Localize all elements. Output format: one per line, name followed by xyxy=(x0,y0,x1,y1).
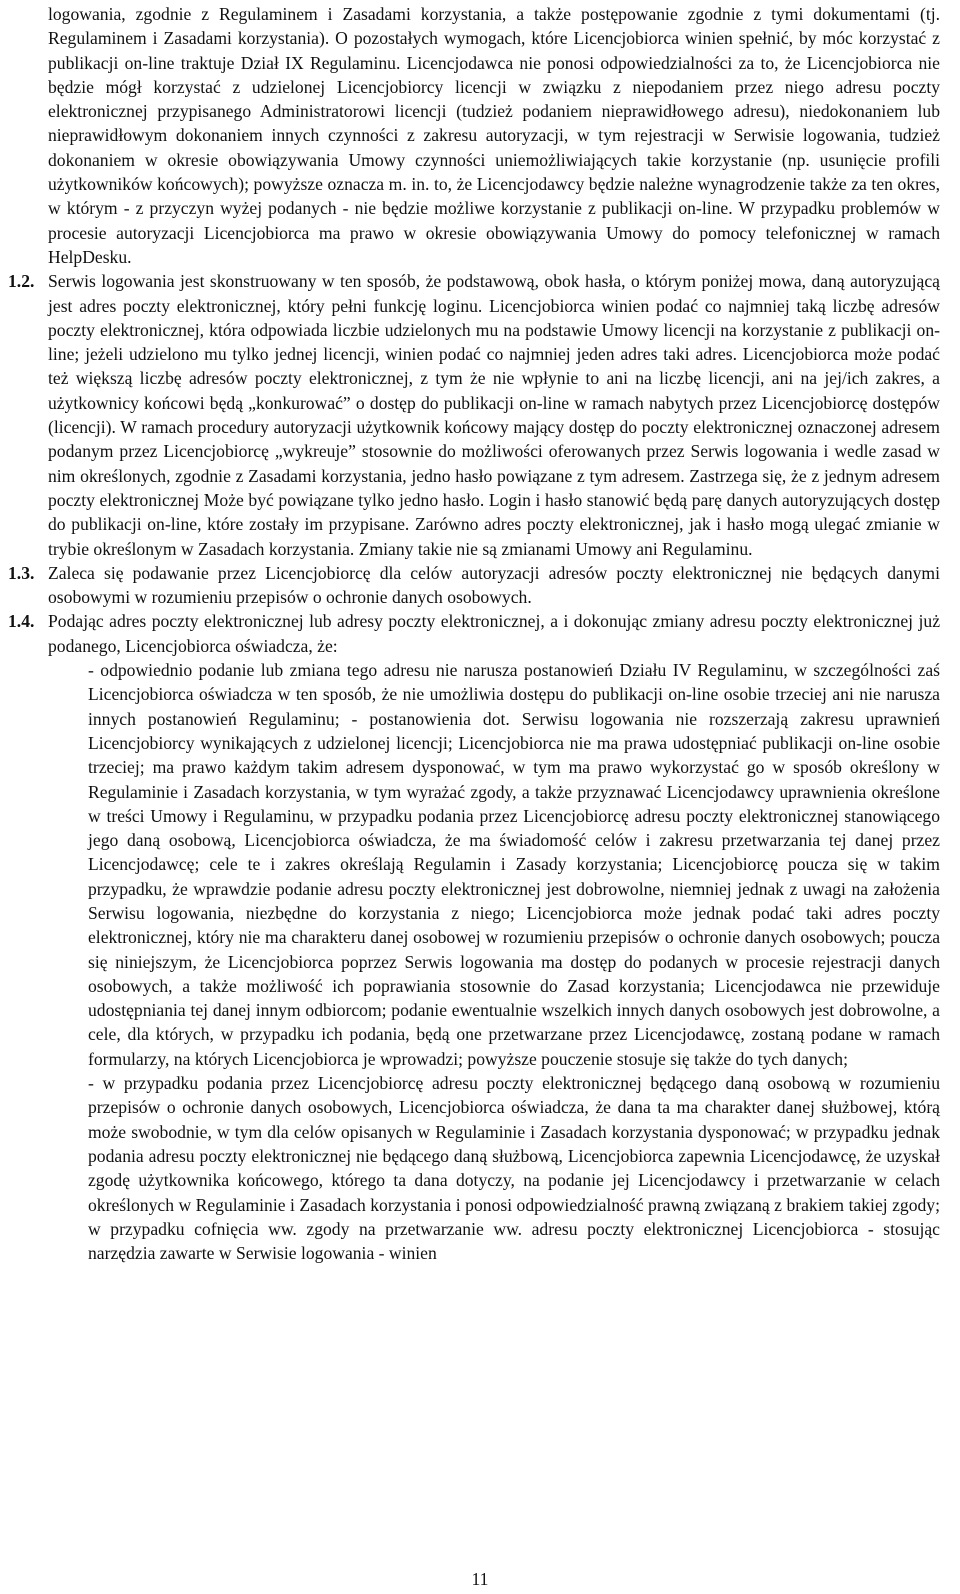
subitem-1: - odpowiednio podanie lub zmiana tego adresu nie narusza postanowień Działu IV Regulaminu, w szczególności zaś Licencjobiorca oświadcza w ten sposób, że nie umożliwia dostępu do publikacji on-line osobie trzeciej ani nie narusza innych postanowień Regulaminu; - postanowienia dot. Serwisu logowania nie rozszerzają zakresu uprawnień Licencjobiorcy wynikających z udzielonej licencji; Licencjobiorca nie ma prawa udostępniać publikacji on-line osobie trzeciej; ma prawo każdym takim adresem dysponować, w tym ma prawo wykorzystać go w sposób określony w Regulaminie i Zasadach korzystania, w tym wyrażać zgody, a także przyznawać Licencjodawcy uprawnienia określone w treści Umowy i Regulaminu, w przypadku podania przez Licencjobiorcę adresu poczty elektronicznej stanowiącego jego daną osobową, Licencjobiorca oświadcza, że ma świadomość celów i zakresu przetwarzania tej danej przez Licencjodawcę; cele te i zakres określają Regulamin i Zasady korzystania; Licencjobiorcę poucza się w takim przypadku, że wprawdzie podanie adresu poczty elektronicznej jest dobrowolne, niemniej jednak z uwagi na założenia Serwisu logowania, niezbędne do korzystania z niego; Licencjobiorca może jednak podać taki adres poczty elektronicznej, który nie ma charakteru danej osobowej w rozumieniu przepisów o ochronie danych osobowych; poucza się niniejszym, że Licencjobiorca poprzez Serwis logowania ma dostęp do podanych w procesie rejestracji danych osobowych, a także możliwość ich poprawiania stosownie do Zasad korzystania; Licencjodawca nie przewiduje udostępniania tej danej innym odbiorcom; podanie ewentualnie wszelkich innych danych osobowych jest dobrowolne, a cele, dla których, w przypadku ich podania, będą one przetwarzane przez Licencjodawcę, zostaną podane w ramach formularzy, na których Licencjobiorca je wprowadzi; powyższe pouczenie stosuje się także do tych danych; xyxy=(88,660,940,1069)
section-1-4 xyxy=(8,609,940,658)
section-1-2 xyxy=(8,269,940,561)
intro-paragraph: logowania, zgodnie z Regulaminem i Zasadami korzystania, a także postępowanie zgodnie z tymi dokumentami (tj. Regulaminem i Zasadami korzystania). O pozostałych wymogach, które Licencjobiorca winien spełnić, by móc korzystać z publikacji on-line traktuje Dział IX Regulaminu. Licencjodawca nie ponosi odpowiedzialności za to, że Licencjobiorca nie będzie mógł korzystać z udzielonej Licencjobiorcy licencji w związku z niepodaniem przez niego adresu poczty elektronicznej przypisanego Administratorowi licencji (tudzież podaniem nieprawidłowego adresu), niedokonaniem lub nieprawidłowym dokonaniem innych czynności z zakresu autoryzacji, w tym rejestracji w Serwisie logowania, tudzież dokonaniem w okresie obowiązywania Umowy czynności uniemożliwiających takie korzystanie (np. usunięcie profili użytkowników końcowych); powyższe oznacza m. in. to, że Licencjodawcy będzie należne wynagrodzenie także za ten okres, w którym - z przyczyn wyżej podanych - nie będzie możliwe korzystanie z publikacji on-line. W przypadku problemów w procesie autoryzacji Licencjobiorca ma prawo w okresie obowiązywania Umowy do pomocy telefonicznej w ramach HelpDesku. xyxy=(48,4,940,267)
subitem-2: - w przypadku podania przez Licencjobiorcę adresu poczty elektronicznej będącego daną osobową w rozumieniu przepisów o ochronie danych osobowych, Licencjobiorca oświadcza, że dana ta ma charakter danej służbowej, którą może swobodnie, w tym dla celów opisanych w Regulaminie i Zasadach korzystania dysponować; w przypadku jednak podania adresu poczty elektronicznej nie będącego daną służbową, Licencjobiorca zapewnia Licencjodawcę, że uzyskał zgodę użytkownika końcowego, którego ta dana dotyczy, na podanie jej Licencjodawcy i przetwarzanie w celach określonych w Regulaminie i Zasadach korzystania i ponosi odpowiedzialność prawną związaną z brakiem takiej zgody; w przypadku cofnięcia ww. zgody na przetwarzanie ww. adresu poczty elektronicznej Licencjobiorca - stosując narzędzia zawarte w Serwisie logowania - winien xyxy=(88,1073,940,1264)
section-1-3 xyxy=(8,561,940,610)
section-text: Zaleca się podawanie przez Licencjobiorcę dla celów autoryzacji adresów poczty elektronicznej nie będących danymi osobowymi w rozumieniu przepisów o ochronie danych osobowych. xyxy=(48,562,940,608)
section-number: 1.2. xyxy=(8,271,35,292)
section-text: Serwis logowania jest skonstruowany w ten sposób, że podstawową, obok hasła, o którym poniżej mowa, daną autoryzującą jest adres poczty elektronicznej, który pełni funkcję loginu. Licencjobiorca winien podać co najmniej taką liczbę adresów poczty elektronicznej, która odpowiada liczbie udzielonych mu na podstawie Umowy licencji na korzystanie z publikacji on-line; jeżeli udzielono mu tylko jednej licencji, winien podać co najmniej jeden adres taki adres. Licencjobiorca może podać też większą liczbę adresów poczty elektronicznej, z tym że nie wpłynie to ani na liczbę licencji, ani na jej/ich zakres, a użytkownicy końcowi będą „konkurować” o dostęp do publikacji on-line w ramach nabytych przez Licencjobiorcę dostępów (licencji). W ramach procedury autoryzacji użytkownik końcowy mający dostęp do poczty elektronicznej oznaczonej adresem podanym przez Licencjobiorcę „wykreuje” stosownie do możliwości oferowanych przez Serwis logowania i wedle zasad w nim określonych, zgodnie z Zasadami korzystania, jedno hasło powiązane z tym adresem. Zastrzega się, że z jednym adresem poczty elektronicznej Może być powiązane tylko jedno hasło. Login i hasło stanowić będą parę danych autoryzujących dostęp do publikacji on-line, które zostały im przypisane. Zarówno adres poczty elektronicznej, jak i hasło mogą ulegać zmianie w trybie określonym w Zasadach korzystania. Zmiany takie nie są zmianami Umowy ani Regulaminu. xyxy=(48,271,940,559)
section-text: Podając adres poczty elektronicznej lub adresy poczty elektronicznej, a i dokonując zmiany adresu poczty elektronicznej już podanego, Licencjobiorca oświadcza, że: xyxy=(48,611,940,656)
section-number: 1.4. xyxy=(8,611,35,632)
page-number: 11 xyxy=(471,1569,489,1589)
section-number: 1.3. xyxy=(8,562,35,583)
